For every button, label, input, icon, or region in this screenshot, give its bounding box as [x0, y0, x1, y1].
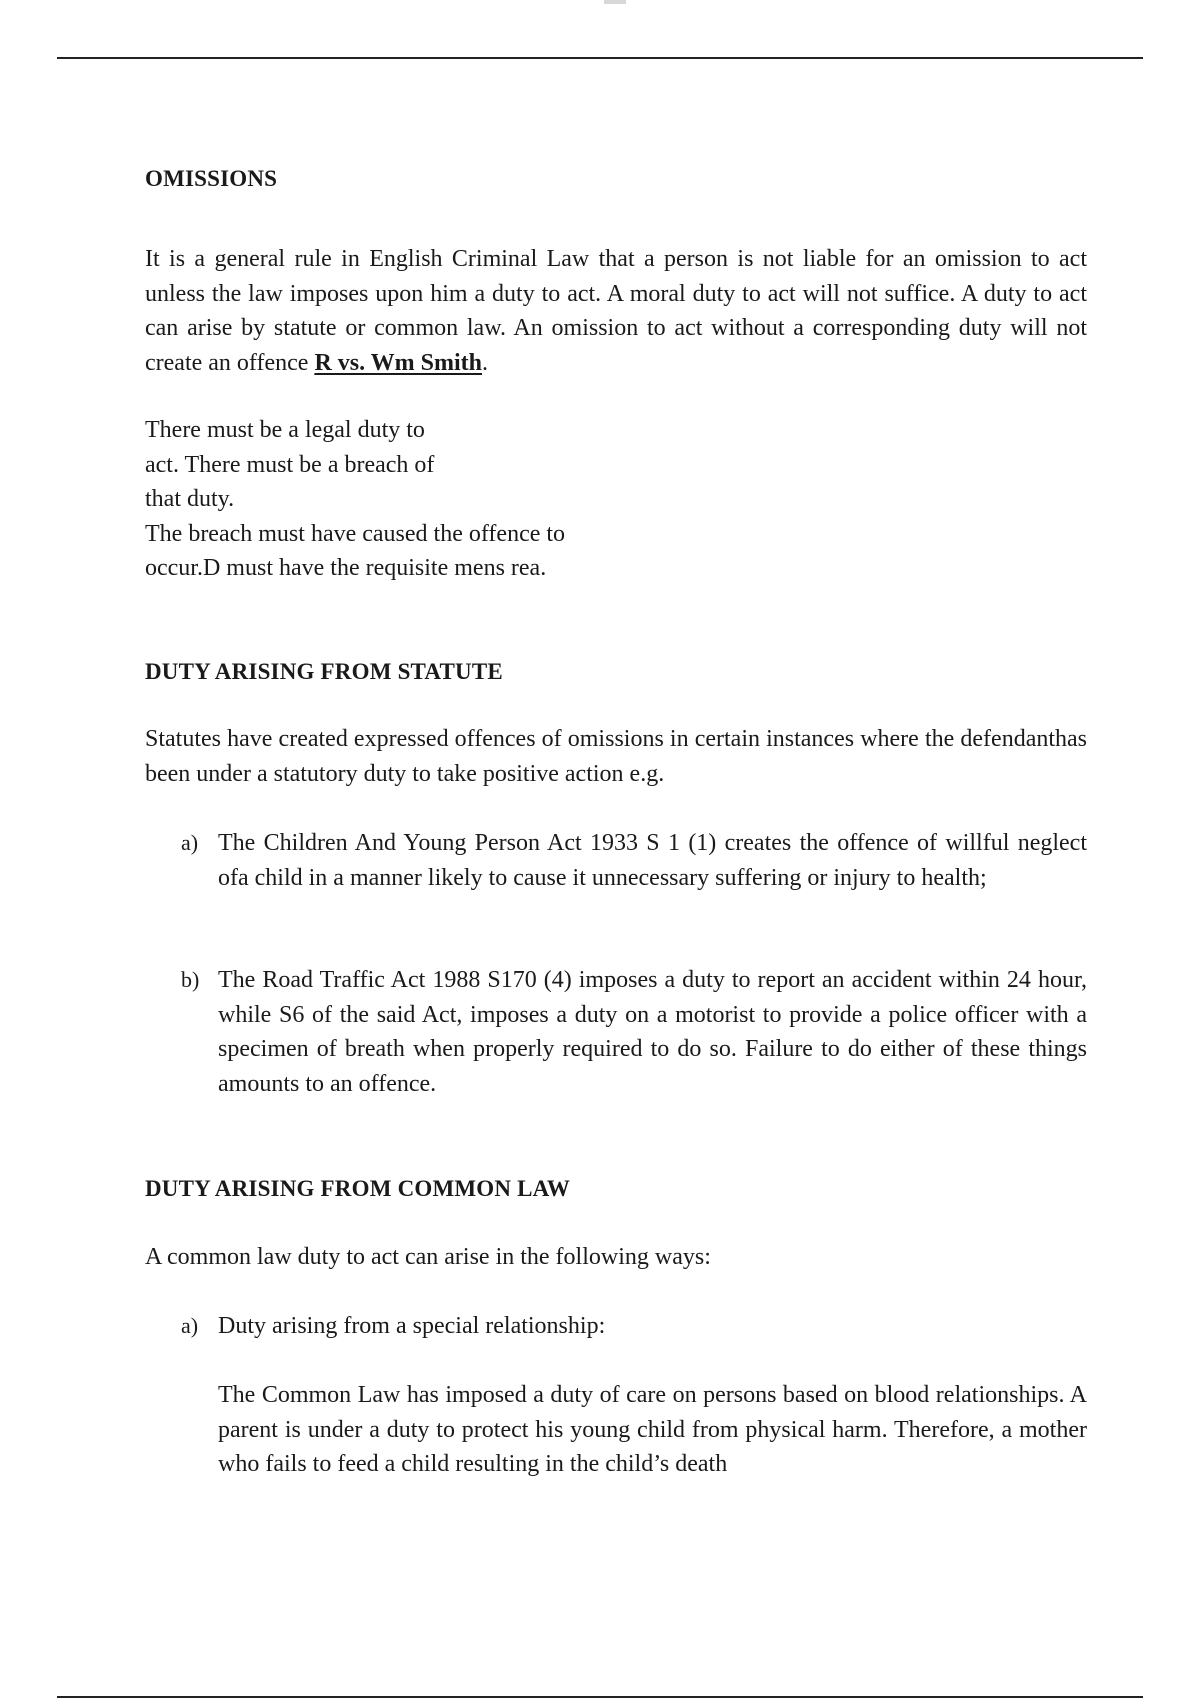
- requirement-line: act. There must be a breach of: [145, 451, 435, 478]
- statute-intro-paragraph: Statutes have created expressed offences of omissions in certain instances where the defendanthas been under a statutory duty to take positive action e.g.: [145, 726, 1087, 787]
- requirement-line: occur.D must have the requisite mens rea.: [145, 555, 547, 581]
- common-law-list-item-a: [181, 1309, 1087, 1344]
- list-label: a): [181, 830, 199, 855]
- heading-duty-from-statute: DUTY ARISING FROM STATUTE: [145, 659, 503, 684]
- requirement-line: The breach must have caused the offence to: [145, 520, 566, 547]
- list-label: b): [181, 967, 200, 992]
- list-item-text: The Road Traffic Act 1988 S170 (4) imposes a duty to report an accident within 24 hour, while S6 of the said Act, imposes a duty on a motorist to provide a police officer with a specimen of breath when properly required to do so. Failure to do either of these things amounts to an offence.: [218, 967, 1087, 1097]
- header-rule: [57, 57, 1143, 59]
- omissions-intro-paragraph: [145, 242, 1087, 380]
- omissions-intro-text: It is a general rule in English Criminal Law that a person is not liable for an omission to act unless the law imposes upon him a duty to act. A moral duty to act will not suffice. A duty to act can arise by statute or common law. An omission to act without a corresponding duty will not create an offence: [145, 246, 1087, 376]
- omissions-intro-end: .: [482, 349, 489, 376]
- list-item-text: The Children And Young Person Act 1933 S 1 (1) creates the offence of willful neglect ofa child in a manner likely to cause it unnecessary suffering or injury to health;: [218, 830, 1087, 891]
- footer-rule: [57, 1696, 1143, 1698]
- statute-list-item-b: [181, 963, 1087, 1101]
- requirement-line: that duty.: [145, 486, 235, 512]
- legal-duty-requirements: [145, 413, 665, 586]
- list-label: a): [181, 1313, 199, 1338]
- heading-omissions: OMISSIONS: [145, 166, 278, 191]
- special-relationship-paragraph: The Common Law has imposed a duty of care on persons based on blood relationships. A parent is under a duty to protect his young child from physical harm. Therefore, a mother who fails to feed a child resulting in the child’s death: [218, 1382, 1087, 1477]
- statute-list-item-a: [181, 826, 1087, 895]
- heading-duty-from-common-law: DUTY ARISING FROM COMMON LAW: [145, 1176, 571, 1201]
- requirement-line: There must be a legal duty to: [145, 417, 425, 443]
- case-reference-r-vs-wm-smith: R vs. Wm Smith: [314, 349, 483, 376]
- list-item-text: Duty arising from a special relationship:: [218, 1313, 606, 1339]
- common-law-intro-paragraph: A common law duty to act can arise in the following ways:: [145, 1244, 711, 1270]
- page-top-mark: [604, 0, 626, 4]
